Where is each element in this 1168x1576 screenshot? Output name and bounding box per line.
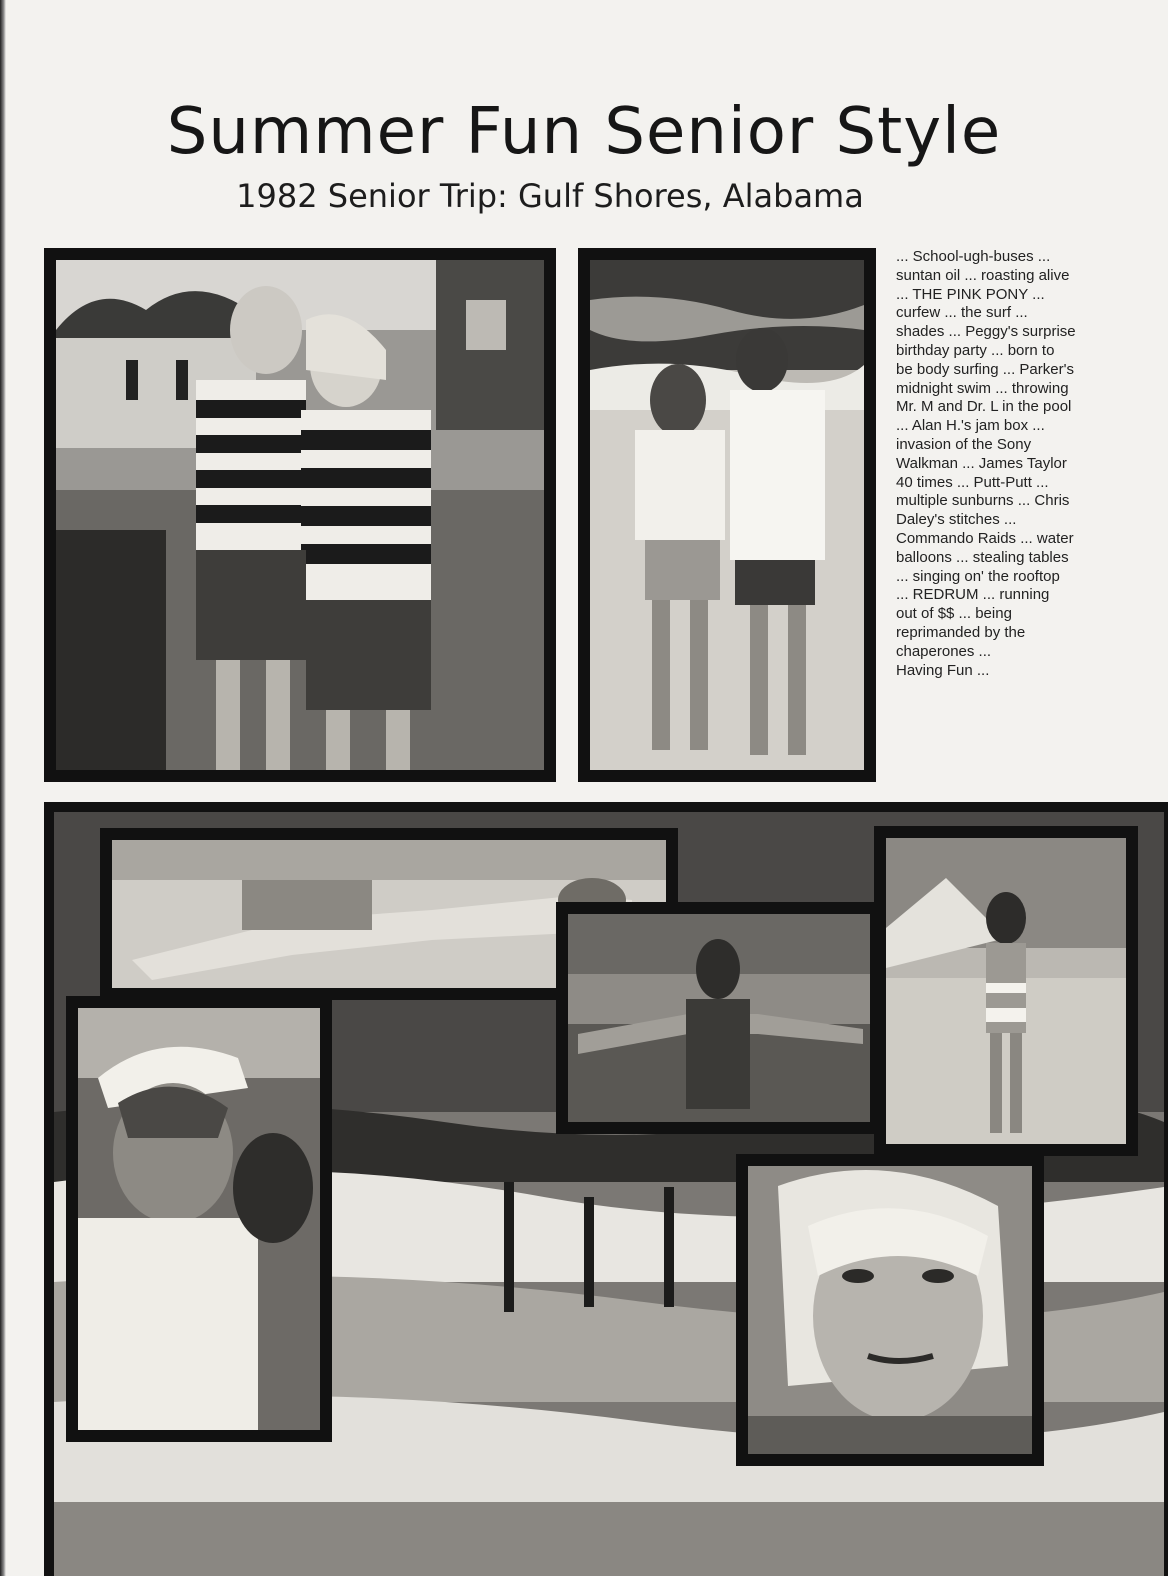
photo-blonde-girl-closeup (736, 1154, 1044, 1466)
beach-collage (44, 802, 1168, 1576)
page-title: Summer Fun Senior Style (166, 95, 1002, 169)
photo-man-in-water (556, 902, 882, 1134)
photo-girl-in-bikini (874, 826, 1138, 1156)
photo-two-girls-striped-shirts (44, 248, 556, 782)
photo-boy-in-sailor-hat (66, 996, 332, 1442)
page-binding-edge (0, 0, 6, 1576)
trip-memories-caption: ... School-ugh-buses ... suntan oil ... roasting alive ... THE PINK PONY ... curfew ... the surf ... shades ... Peggy's surprise birthday party ... born to be body surfing ... Parker's midnight swim ... throwing Mr. M and Dr. L in the pool ... Alan H.'s jam box ... invasion of the Sony Walkman ... James Taylor 40 times ... Putt-Putt ... multiple sunburns ... Chris Daley's stitches ... Commando Raids ... water balloons ... stealing tables ... singing on' the rooftop ... REDRUM ... running out of $$ ... being reprimanded by the chaperones ... Having Fun ... (896, 248, 1076, 679)
page-subtitle: 1982 Senior Trip: Gulf Shores, Alabama (236, 177, 864, 215)
photo-couple-on-beach (578, 248, 876, 782)
